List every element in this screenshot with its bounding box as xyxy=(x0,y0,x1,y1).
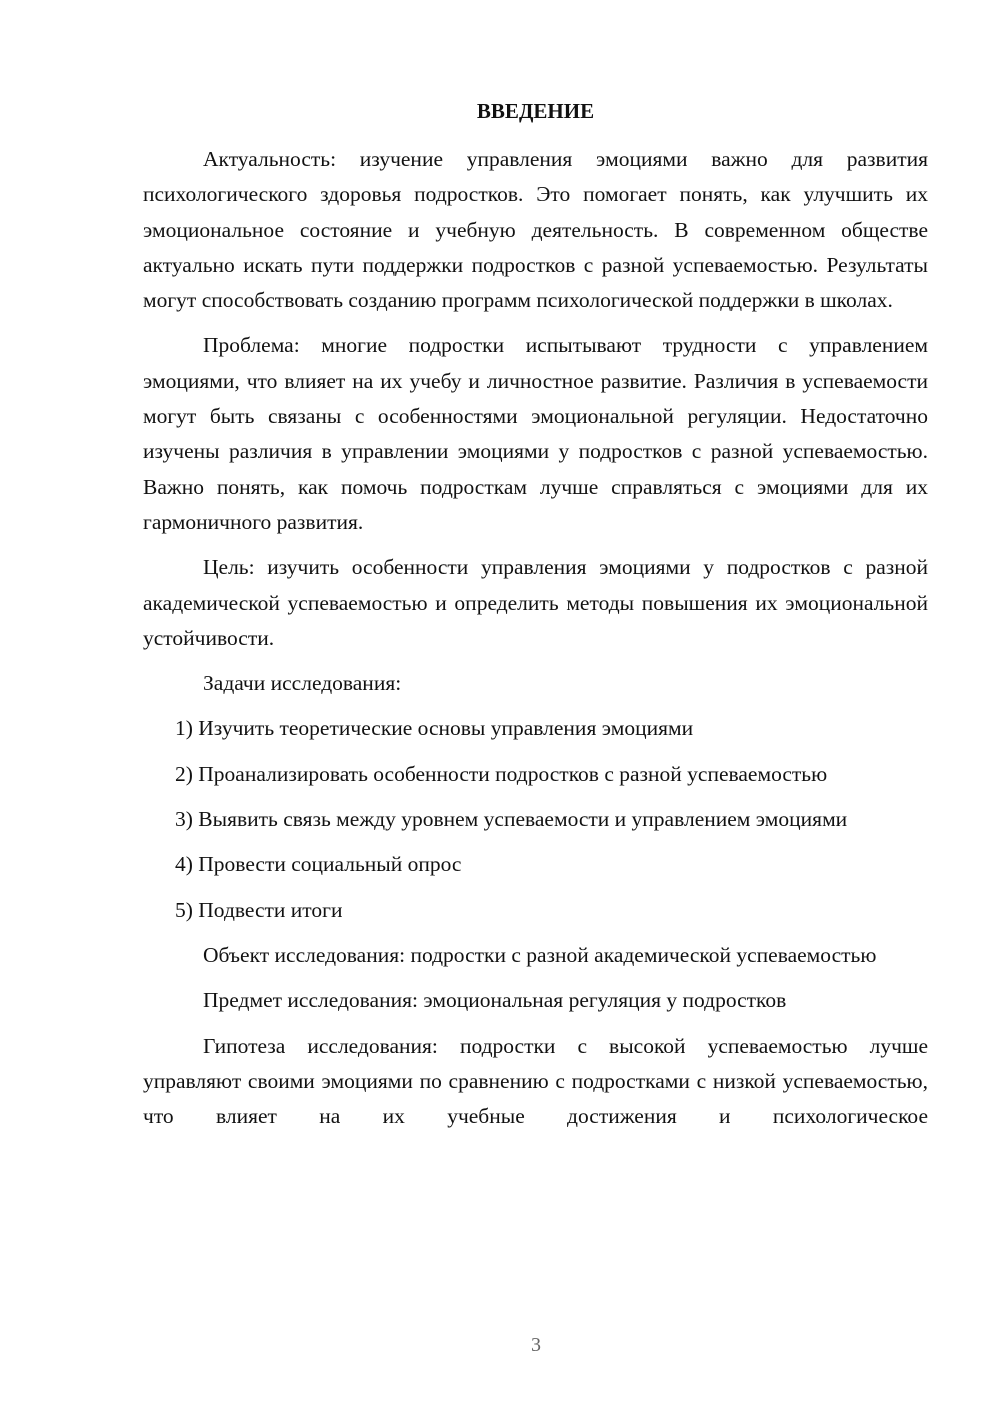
paragraph-problem: Проблема: многие подростки испытывают трудности с управлением эмоциями, что влияет на их учебу и личностное развитие. Различия в успеваемости могут быть связаны с особенностями эмоциональной регуляции. Недостаточно изучены различия в управлении эмоциями у подростков с разной успеваемостью. Важно понять, как помочь подросткам лучше справляться с эмоциями для их гармоничного развития. xyxy=(143,333,928,534)
paragraph-relevance: Актуальность: изучение управления эмоциями важно для развития психологического здоровья подростков. Это помогает понять, как улучшить их эмоциональное состояние и учебную деятельность. В современном обществе актуально искать пути поддержки подростков с разной успеваемостью. Результаты могут способствовать созданию программ психологической поддержки в школах. xyxy=(143,147,928,313)
paragraph-goal: Цель: изучить особенности управления эмоциями у подростков с разной академической успеваемостью и определить методы повышения их эмоциональной устойчивости. xyxy=(143,555,928,650)
document-body xyxy=(143,142,928,1134)
paragraph-object: Объект исследования: подростки с разной академической успеваемостью xyxy=(203,942,877,967)
list-item-task-1: 1) Изучить теоретические основы управления эмоциями xyxy=(175,716,694,741)
list-item-task-2: 2) Проанализировать особенности подростков с разной успеваемостью xyxy=(175,761,828,786)
page-number: 3 xyxy=(531,1334,541,1356)
paragraph-tasks-heading: Задачи исследования: xyxy=(203,671,402,696)
page-title: ВВЕДЕНИЕ xyxy=(476,99,595,123)
paragraph-hypothesis: Гипотеза исследования: подростки с высокой успеваемостью лучше управляют своими эмоциями по сравнению с подростками с низкой успеваемостью, что влияет на их учебные достижения и психологическое xyxy=(143,1033,928,1129)
list-item-task-5: 5) Подвести итоги xyxy=(175,897,343,922)
list-item-task-4: 4) Провести социальный опрос xyxy=(175,852,462,877)
paragraph-subject: Предмет исследования: эмоциональная регуляция у подростков xyxy=(203,988,787,1013)
list-item-task-3: 3) Выявить связь между уровнем успеваемости и управлением эмоциями xyxy=(175,807,848,832)
